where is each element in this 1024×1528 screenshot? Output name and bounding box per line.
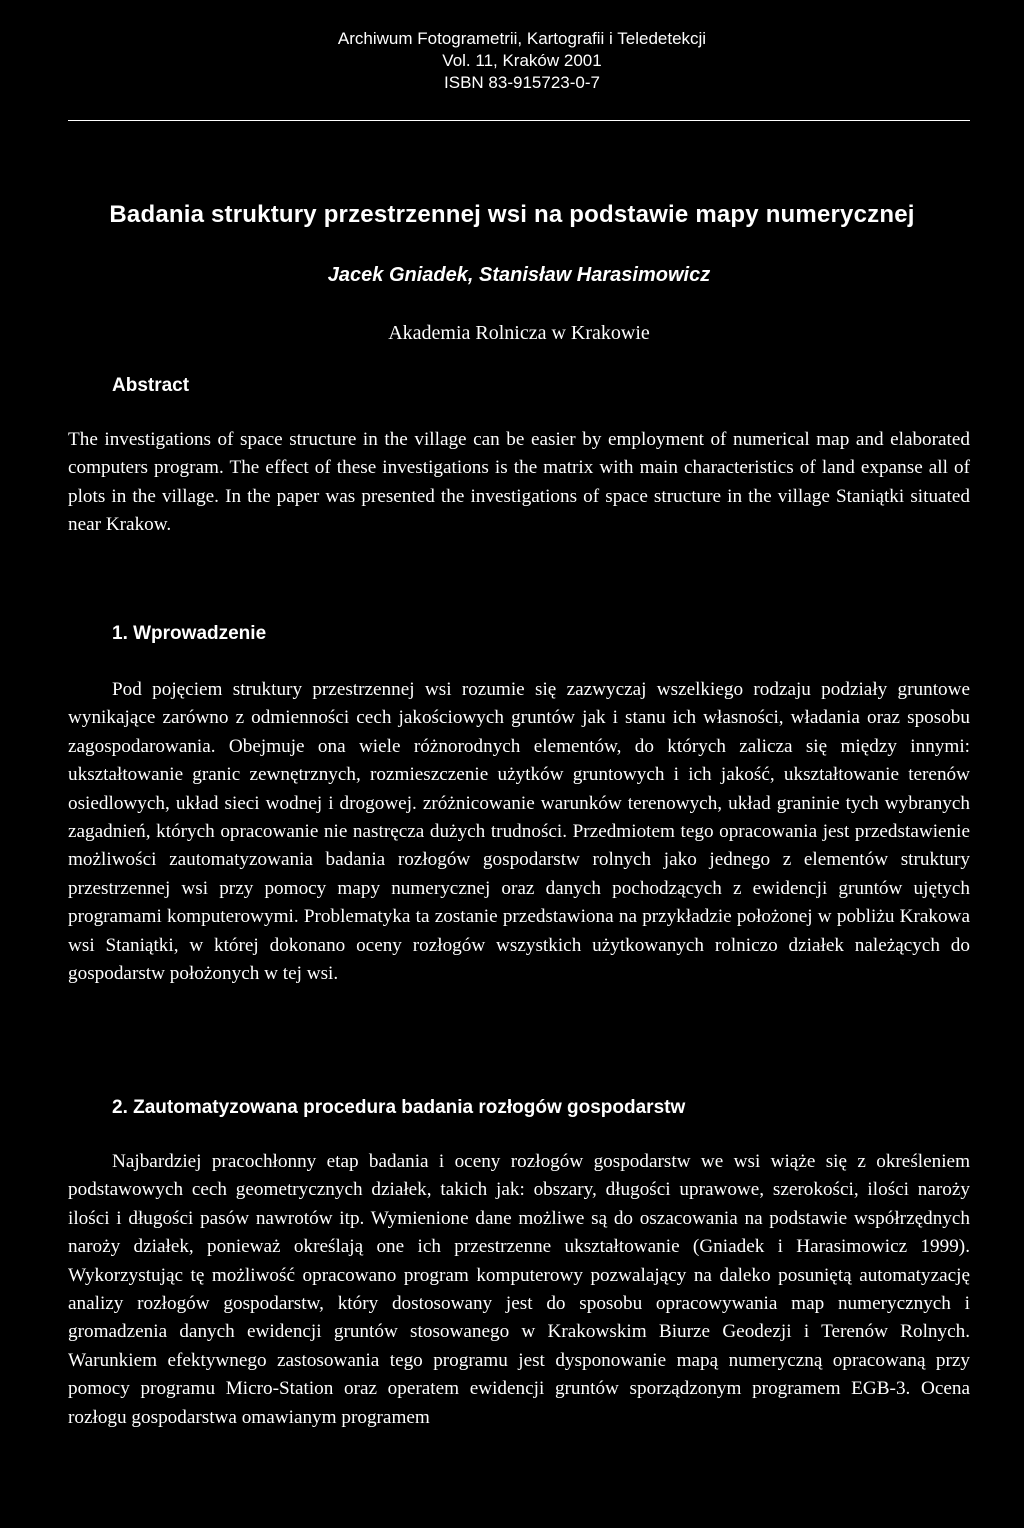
paper-title: Badania struktury przestrzennej wsi na podstawie mapy numerycznej (109, 201, 915, 228)
section-2-heading: 2. Zautomatyzowana procedura badania rozłogów gospodarstw (112, 1097, 686, 1118)
abstract-text: The investigations of space structure in the village can be easier by employment of numerical map and elaborated computers program. The effect of these investigations is the matrix with main characteristics of land expanse all of plots in the village. In the paper was presented the investigations of space structure in the village Staniątki situated near Krakow. (68, 429, 970, 536)
section-2-text: Najbardziej pracochłonny etap badania i oceny rozłogów gospodarstw we wsi wiąże się z określeniem podstawowych cech geometrycznych działek, takich jak: obszary, długości uprawowe, szerokości, ilości naroży ilości i długości pasów nawrotów itp. Wymienione dane możliwe są do oszacowania na podstawie współrzędnych naroży działek, ponieważ określają one ich przestrzenne ukształtowanie (Gniadek i Harasimowicz 1999). Wykorzystując tę możliwość opracowano program komputerowy pozwalający na daleko posuniętą automatyzację analizy rozłogów gospodarstw, który dostosowany jest do sposobu opracowywania map numerycznych i gromadzenia danych ewidencji gruntów stosowanego w Krakowskim Biurze Geodezji i Terenów Rolnych. Warunkiem efektywnego zastosowania tego programu jest dysponowanie mapą numeryczną opracowaną przy pomocy programu Micro-Station oraz operatem ewidencji gruntów sporządzonym programem EGB-3. Ocena rozłogu gospodarstwa omawianym programem (68, 1151, 970, 1428)
author-affiliation: Akademia Rolnicza w Krakowie (388, 322, 650, 344)
journal-header (0, 28, 1024, 94)
header-divider (68, 120, 970, 121)
abstract-heading: Abstract (112, 375, 190, 396)
journal-isbn: ISBN 83-915723-0-7 (444, 73, 600, 92)
paper-authors: Jacek Gniadek, Stanisław Harasimowicz (327, 264, 711, 286)
journal-name: Archiwum Fotogrametrii, Kartografii i Teledetekcji (337, 29, 707, 48)
section-1-text: Pod pojęciem struktury przestrzennej wsi rozumie się zazwyczaj wszelkiego rodzaju podziały gruntowe wynikające zarówno z odmienności cech jakościowych gruntów jak i stanu ich własności, władania oraz sposobu zagospodarowania. Obejmuje ona wiele różnorodnych elementów, do których zalicza się między innymi: ukształtowanie granic zewnętrznych, rozmieszczenie użytków gruntowych i ich jakość, ukształtowanie terenów osiedlowych, układ sieci wodnej i drogowej. zróżnicowanie warunków terenowych, układ graninie tych wybranych zagadnień, których opracowanie nie nastręcza dużych trudności. Przedmiotem tego opracowania jest przedstawienie możliwości zautomatyzowania badania rozłogów gospodarstw rolnych jako jednego z elementów struktury przestrzennej wsi przy pomocy mapy numerycznej oraz danych pochodzących z ewidencji gruntów ujętych programami komputerowymi. Problematyka ta zostanie przedstawiona na przykładzie położonej w pobliżu Krakowa wsi Staniątki, w której dokonano oceny rozłogów wszystkich użytkowanych rolniczo działek należących do gospodarstw położonych w tej wsi. (68, 679, 970, 985)
section-1-heading: 1. Wprowadzenie (112, 623, 267, 644)
journal-volume: Vol. 11, Kraków 2001 (442, 51, 602, 70)
